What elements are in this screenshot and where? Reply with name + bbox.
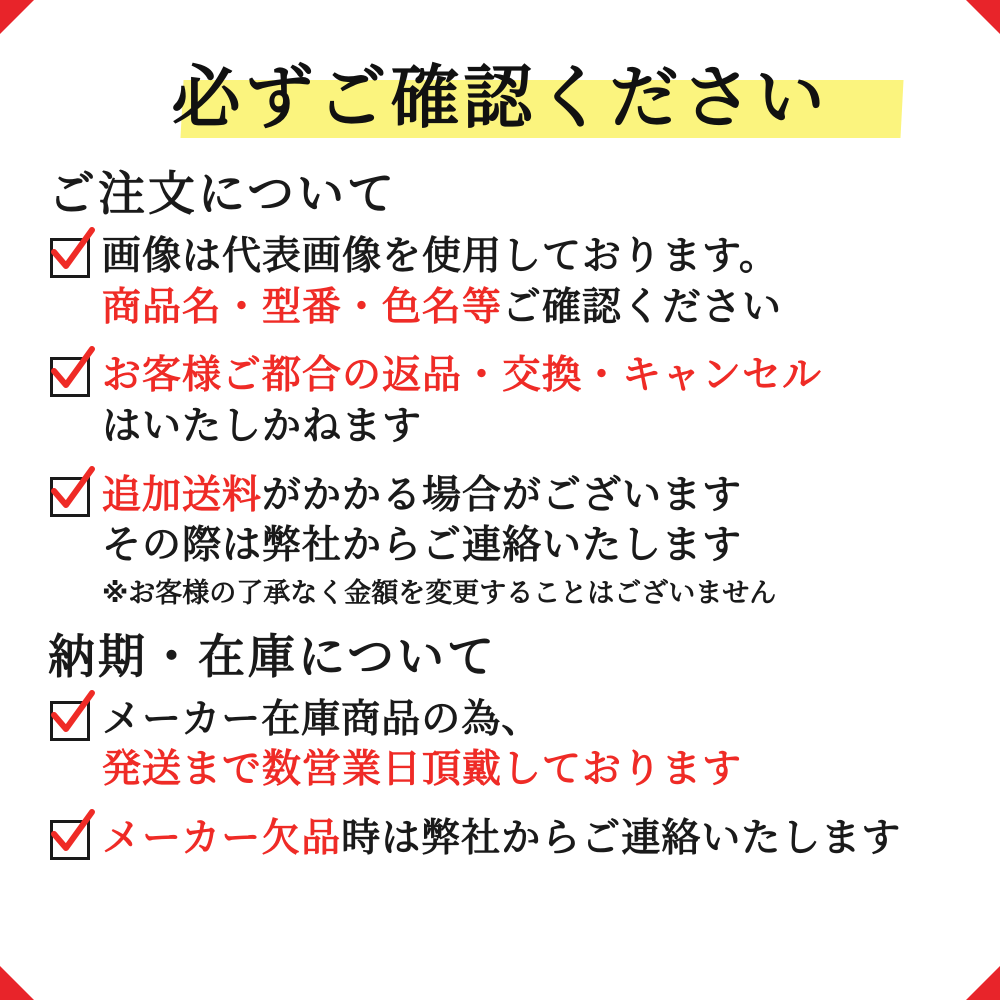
- list-item-line: 発送まで数営業日頂戴しております: [102, 747, 743, 793]
- list-item-text: [102, 695, 956, 796]
- list-item: [44, 232, 956, 333]
- list-item-line-black: 時は弊社からご連絡いたします: [341, 816, 902, 862]
- section-heading-delivery: 納期・在庫について: [48, 629, 498, 685]
- list-item-line-black: がかかる場合がございます: [262, 472, 743, 518]
- list-item-line: メーカー在庫商品の為、: [102, 696, 542, 742]
- page-title: 必ずご確認ください: [171, 58, 829, 138]
- list-item-note: ※お客様の了承なく金額を変更することはございません: [102, 578, 777, 610]
- list-item: [44, 695, 956, 796]
- corner-accent-top-left: [0, 0, 34, 34]
- list-item-line-red: 商品名・型番・色名等: [102, 284, 503, 330]
- list-item-line: [102, 471, 956, 522]
- list-item: [44, 814, 956, 865]
- list-item-line-red: メーカー欠品: [102, 816, 342, 862]
- list-item: [44, 471, 956, 615]
- list-item-line: はいたしかねます: [102, 404, 423, 450]
- check-icon: [50, 820, 90, 860]
- list-item-text: [102, 471, 956, 615]
- corner-accent-top-right: [966, 0, 1000, 34]
- list-item-line: お客様ご都合の返品・交換・キャンセル: [102, 353, 823, 399]
- section-heading-order: ご注文について: [48, 167, 398, 222]
- list-item-line: [102, 814, 956, 865]
- check-icon: [50, 238, 90, 278]
- check-icon: [50, 357, 90, 397]
- list-item-text: [102, 814, 956, 865]
- check-icon: [50, 701, 90, 741]
- list-item-line: その際は弊社からご連絡いたします: [102, 523, 743, 569]
- list-item-text: [102, 351, 956, 452]
- list-item-line-black: ご確認ください: [502, 284, 783, 330]
- list-item: [44, 351, 956, 452]
- list-item-line: 画像は代表画像を使用しております。: [102, 234, 779, 280]
- corner-accent-bottom-right: [966, 966, 1000, 1000]
- list-item-line: [102, 283, 956, 334]
- list-item-text: [102, 232, 956, 333]
- check-icon: [50, 477, 90, 517]
- corner-accent-bottom-left: [0, 966, 34, 1000]
- page-title-block: [44, 46, 956, 154]
- list-item-line-red: 追加送料: [102, 472, 263, 518]
